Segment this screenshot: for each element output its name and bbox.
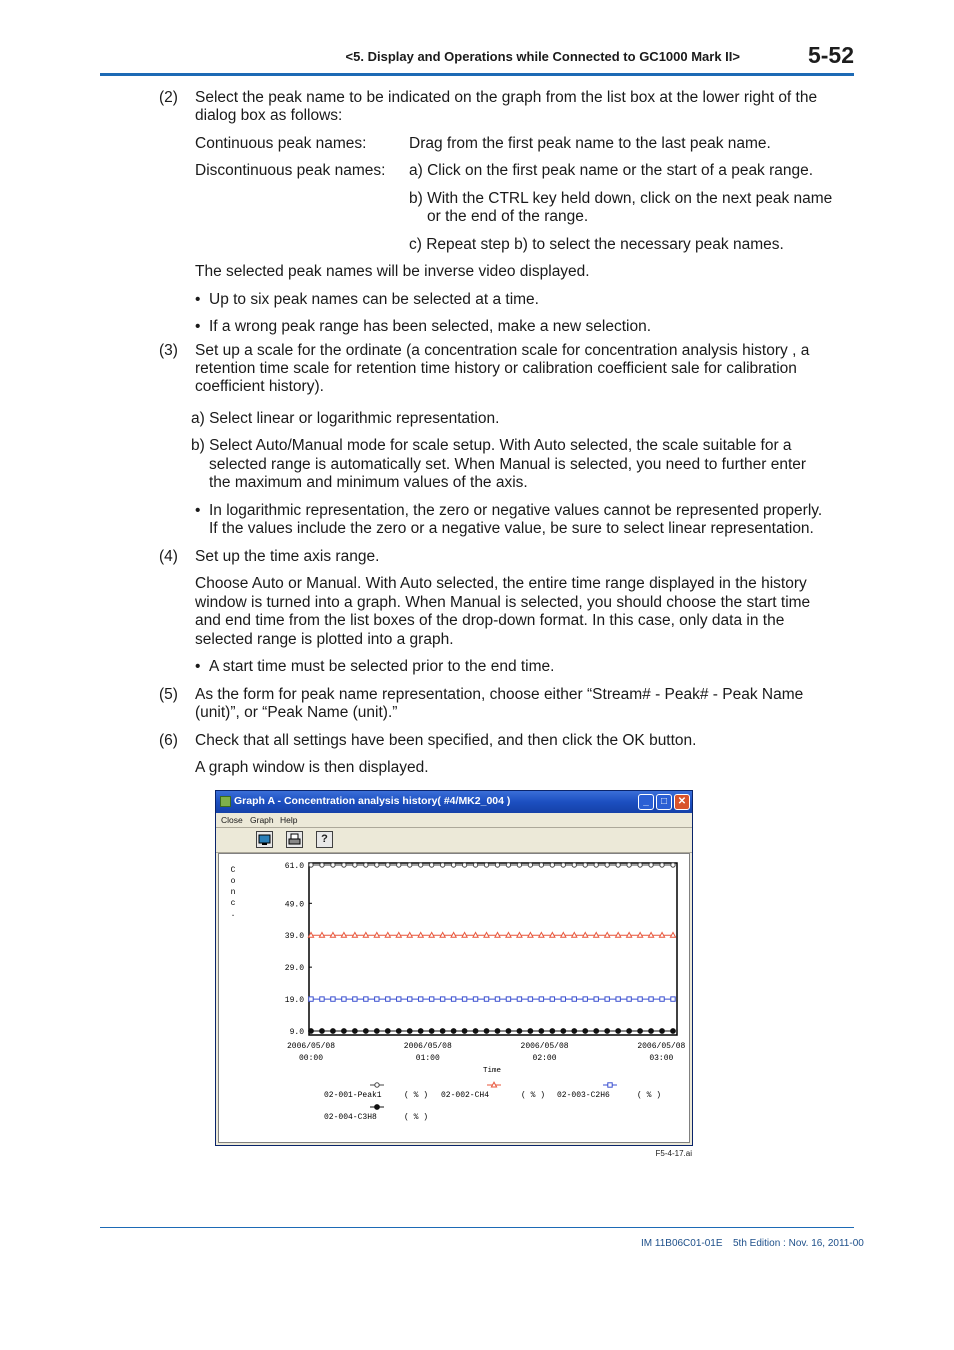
legend-series-name: 02-001-Peak1: [324, 1091, 382, 1100]
continuous-text: Drag from the first peak name to the last peak name.: [409, 135, 771, 152]
series-point-0: [616, 863, 620, 867]
series-point-0: [671, 863, 675, 867]
item-3-line-3: coefficient history).: [195, 378, 324, 395]
item-3-b-line-3: the maximum and minimum values of the axis.: [209, 474, 528, 491]
series-point-2: [660, 997, 664, 1001]
series-point-2: [583, 997, 587, 1001]
series-point-2: [495, 997, 499, 1001]
series-point-2: [561, 997, 565, 1001]
item-2-bullet-2: If a wrong peak range has been selected, make a new selection.: [209, 318, 652, 335]
series-point-2: [386, 997, 390, 1001]
y-tick-label: 19.0: [284, 996, 304, 1006]
series-point-0: [331, 863, 335, 867]
item-3-bullet-line-2: If the values include the zero or a negative value, be sure to select linear representation.: [209, 520, 814, 537]
series-point-0: [649, 863, 653, 867]
figure-label: F5-4-17.ai: [655, 1149, 692, 1158]
legend-marker: [375, 1083, 379, 1087]
legend-series-unit: ( % ): [521, 1091, 546, 1100]
series-point-0: [353, 863, 357, 867]
y-axis-title-letter: .: [230, 910, 236, 919]
item-2-number: (2): [159, 89, 178, 106]
item-2-line-2: dialog box as follows:: [195, 107, 343, 124]
x-tick-date: 2006/05/08: [403, 1042, 452, 1051]
series-point-0: [528, 863, 532, 867]
series-point-3: [495, 1029, 500, 1034]
continuous-label: Continuous peak names:: [195, 135, 367, 152]
series-point-2: [605, 997, 609, 1001]
chart: [219, 854, 689, 1142]
step-a: a) Click on the first peak name or the start of a peak range.: [409, 162, 814, 179]
series-point-2: [408, 997, 412, 1001]
series-point-3: [671, 1029, 676, 1034]
series-point-3: [627, 1029, 632, 1034]
series-point-0: [440, 863, 444, 867]
series-point-2: [309, 997, 313, 1001]
item-4-bullet-1: A start time must be selected prior to the end time.: [209, 658, 555, 675]
series-point-2: [528, 997, 532, 1001]
series-point-0: [495, 863, 499, 867]
item-5-line-2: (unit)”, or “Peak Name (unit).”: [195, 704, 398, 721]
series-point-2: [473, 997, 477, 1001]
series-point-2: [594, 997, 598, 1001]
x-tick-time: 02:00: [532, 1054, 557, 1063]
x-tick-time: 01:00: [415, 1054, 440, 1063]
series-point-0: [342, 863, 346, 867]
item-3-a: a) Select linear or logarithmic representation.: [191, 410, 500, 427]
series-point-3: [331, 1029, 336, 1034]
y-tick-label: 29.0: [284, 964, 304, 974]
series-point-3: [561, 1029, 566, 1034]
item-6-line-2: A graph window is then displayed.: [195, 759, 429, 776]
y-axis-title-letter: n: [230, 888, 236, 897]
legend-series-name: 02-004-C3H8: [324, 1113, 377, 1122]
series-point-2: [462, 997, 466, 1001]
series-point-3: [550, 1029, 555, 1034]
item-6-line-1: Check that all settings have been specified, and then click the OK button.: [195, 732, 697, 749]
item-4-paragraph-line-3: and end time from the list boxes of the drop-down format. In this case, only data in the: [195, 612, 785, 629]
graph-icon: [257, 832, 272, 847]
series-point-0: [320, 863, 324, 867]
series-point-2: [572, 997, 576, 1001]
legend-series-name: 02-003-C2H6: [557, 1091, 610, 1100]
series-point-3: [407, 1029, 412, 1034]
x-tick-time: 00:00: [298, 1054, 324, 1063]
x-tick-date: 2006/05/08: [286, 1042, 336, 1051]
y-tick-label: 61.0: [284, 862, 304, 871]
legend-marker: [608, 1083, 612, 1087]
series-point-3: [539, 1029, 544, 1034]
page-number: 5-52: [807, 42, 854, 68]
series-point-0: [506, 863, 510, 867]
item-4-paragraph-line-4: selected range is plotted into a graph.: [195, 631, 454, 648]
bullet-mark: •: [195, 502, 201, 519]
legend-marker: [491, 1082, 496, 1087]
footer-doc-id: IM 11B06C01-01E: [641, 1238, 723, 1249]
series-point-2: [506, 997, 510, 1001]
item-3-line-1: Set up a scale for the ordinate (a concentration scale for concentration analysis history , a: [195, 342, 810, 359]
maximize-button[interactable]: □: [656, 794, 672, 810]
item-5-line-1: As the form for peak name representation, choose either “Stream# - Peak# - Peak Name: [195, 686, 804, 703]
plot-frame: [309, 863, 677, 1035]
footer-edition: 5th Edition : Nov. 16, 2011-00: [733, 1238, 864, 1249]
series-point-3: [451, 1029, 456, 1034]
item-4-paragraph-line-2: window is turned into a graph. When Manual is selected, you should choose the start time: [195, 594, 811, 611]
step-c: c) Repeat step b) to select the necessary peak names.: [409, 236, 784, 253]
series-point-3: [528, 1029, 533, 1034]
series-point-2: [484, 997, 488, 1001]
series-point-0: [375, 863, 379, 867]
x-tick-time: 03:00: [649, 1054, 674, 1063]
series-point-3: [660, 1029, 665, 1034]
footer-rule: [100, 1227, 854, 1228]
graph-window: [215, 790, 693, 1146]
series-point-2: [440, 997, 444, 1001]
help-button[interactable]: [316, 831, 333, 848]
series-point-3: [363, 1029, 368, 1034]
series-point-2: [671, 997, 675, 1001]
window-title: Graph A - Concentration analysis history( #4/MK2_004 ): [234, 795, 511, 807]
series-point-3: [594, 1029, 599, 1034]
item-3-b-line-2: selected range is automatically set. When Manual is selected, you need to further enter: [209, 456, 807, 473]
series-point-3: [484, 1029, 489, 1034]
item-4-line-1: Set up the time axis range.: [195, 548, 380, 565]
series-point-2: [342, 997, 346, 1001]
item-2-line-1: Select the peak name to be indicated on the graph from the list box at the lower right of the: [195, 89, 818, 106]
series-point-0: [517, 863, 521, 867]
discontinuous-label: Discontinuous peak names:: [195, 162, 386, 179]
series-point-3: [396, 1029, 401, 1034]
item-4-paragraph-line-1: Choose Auto or Manual. With Auto selected, the entire time range displayed in the history: [195, 575, 807, 592]
series-point-0: [561, 863, 565, 867]
item-3-number: (3): [159, 342, 178, 359]
series-point-2: [429, 997, 433, 1001]
bullet-mark: •: [195, 658, 201, 675]
series-point-0: [539, 863, 543, 867]
series-point-3: [605, 1029, 610, 1034]
series-point-0: [473, 863, 477, 867]
series-point-3: [342, 1029, 347, 1034]
series-point-2: [364, 997, 368, 1001]
series-point-0: [572, 863, 576, 867]
legend-marker: [375, 1105, 380, 1110]
item-6-number: (6): [159, 732, 178, 749]
legend-series-unit: ( % ): [404, 1091, 429, 1100]
series-point-0: [451, 863, 455, 867]
series-point-2: [517, 997, 521, 1001]
graph-button[interactable]: [256, 831, 273, 848]
series-point-0: [429, 863, 433, 867]
menu-close[interactable]: Close: [221, 815, 243, 825]
window-title-bar[interactable]: [216, 791, 692, 813]
print-icon: [287, 832, 302, 847]
series-point-3: [320, 1029, 325, 1034]
series-point-2: [638, 997, 642, 1001]
series-point-2: [539, 997, 543, 1001]
series-point-3: [517, 1029, 522, 1034]
series-point-3: [418, 1029, 423, 1034]
series-point-0: [462, 863, 466, 867]
series-point-3: [473, 1029, 478, 1034]
series-point-2: [397, 997, 401, 1001]
header-title: <5. Display and Operations while Connected to GC1000 Mark II>: [345, 49, 740, 64]
menu-bar: [216, 813, 692, 828]
series-point-2: [320, 997, 324, 1001]
print-button[interactable]: [286, 831, 303, 848]
item-4-number: (4): [159, 548, 178, 565]
item-3-line-2: retention time scale for retention time history or calibration coefficient sale for calibration: [195, 360, 797, 377]
x-tick-date: 2006/05/08: [520, 1042, 569, 1051]
series-point-3: [506, 1029, 511, 1034]
series-point-2: [375, 997, 379, 1001]
header-rule: [100, 73, 854, 76]
help-icon: ?: [321, 833, 328, 845]
menu-graph[interactable]: Graph: [250, 815, 274, 825]
item-5-number: (5): [159, 686, 178, 703]
series-point-2: [353, 997, 357, 1001]
series-point-0: [364, 863, 368, 867]
series-point-0: [605, 863, 609, 867]
series-point-3: [583, 1029, 588, 1034]
series-point-3: [374, 1029, 379, 1034]
series-point-3: [429, 1029, 434, 1034]
series-point-2: [418, 997, 422, 1001]
series-point-0: [627, 863, 631, 867]
minimize-button[interactable]: _: [638, 794, 654, 810]
series-point-2: [649, 997, 653, 1001]
bullet-mark: •: [195, 291, 201, 308]
legend-series-unit: ( % ): [404, 1113, 429, 1122]
series-point-0: [583, 863, 587, 867]
series-point-0: [550, 863, 554, 867]
toolbar: [216, 828, 692, 853]
item-3-bullet-line-1: In logarithmic representation, the zero or negative values cannot be represented properly.: [209, 502, 823, 519]
legend-series-name: 02-002-CH4: [441, 1091, 490, 1100]
series-point-2: [627, 997, 631, 1001]
series-point-0: [309, 863, 313, 867]
series-point-3: [462, 1029, 467, 1034]
bullet-mark: •: [195, 318, 201, 335]
item-3-b-line-1: b) Select Auto/Manual mode for scale setup. With Auto selected, the scale suitable for a: [191, 437, 792, 454]
y-tick-label: 49.0: [284, 900, 304, 910]
series-point-3: [352, 1029, 357, 1034]
menu-help[interactable]: Help: [280, 815, 298, 825]
x-axis-title: Time: [482, 1067, 502, 1075]
series-point-0: [397, 863, 401, 867]
y-axis-title-letter: C: [230, 866, 236, 875]
series-point-0: [386, 863, 390, 867]
series-point-3: [572, 1029, 577, 1034]
series-point-0: [484, 863, 488, 867]
item-2-bullet-1: Up to six peak names can be selected at a time.: [209, 291, 539, 308]
series-point-0: [594, 863, 598, 867]
series-point-2: [331, 997, 335, 1001]
series-point-0: [660, 863, 664, 867]
y-axis-title-letter: c: [230, 899, 236, 908]
inverse-video-text: The selected peak names will be inverse video displayed.: [195, 263, 590, 280]
series-point-3: [649, 1029, 654, 1034]
series-point-3: [638, 1029, 643, 1034]
app-icon: [220, 796, 231, 807]
close-button[interactable]: ✕: [674, 794, 690, 810]
plot-area: [218, 853, 690, 1143]
series-point-0: [418, 863, 422, 867]
series-point-3: [616, 1029, 621, 1034]
step-b-line-1: b) With the CTRL key held down, click on the next peak name: [409, 190, 833, 207]
series-point-2: [616, 997, 620, 1001]
legend-series-unit: ( % ): [637, 1091, 662, 1100]
step-b-line-2: or the end of the range.: [427, 208, 589, 225]
series-point-2: [451, 997, 455, 1001]
x-tick-date: 2006/05/08: [637, 1042, 686, 1051]
series-point-2: [550, 997, 554, 1001]
series-point-0: [638, 863, 642, 867]
y-tick-label: 39.0: [284, 932, 304, 942]
y-axis-title-letter: o: [230, 877, 236, 886]
series-point-3: [309, 1029, 314, 1034]
y-tick-label: 9.0: [289, 1028, 304, 1037]
series-point-3: [440, 1029, 445, 1034]
series-point-0: [408, 863, 412, 867]
series-point-3: [385, 1029, 390, 1034]
